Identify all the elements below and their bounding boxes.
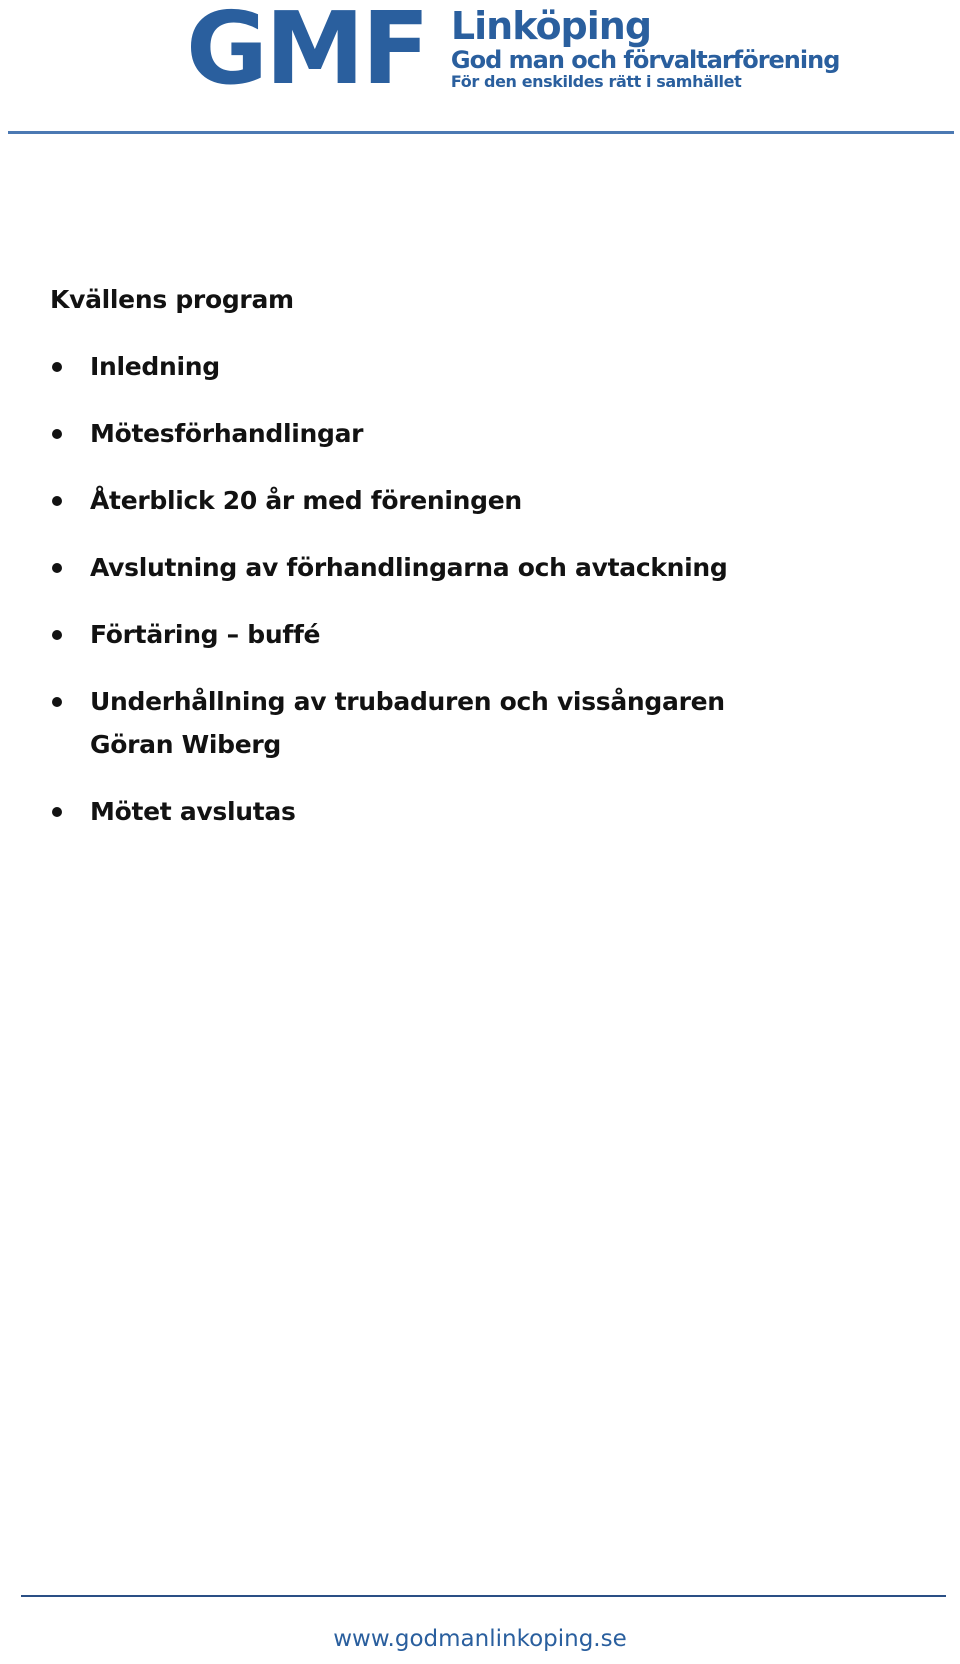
logo-organization: God man och förvaltarförening [450,46,840,74]
program-list [50,345,910,833]
bullet-icon [52,362,62,372]
logo-mark: GMF [186,0,427,107]
program-item-label: Avslutning av förhandlingarna och avtackning [90,553,728,582]
bullet-icon [52,496,62,506]
bullet-icon [52,697,62,707]
program-item-avslutning [50,546,730,589]
logo-tagline: För den enskildes rätt i samhället [450,72,742,91]
program-item-label: Inledning [90,352,220,381]
program-item-label: Underhållning av trubaduren och vissångaren Göran Wiberg [90,687,725,759]
bullet-icon [52,807,62,817]
program-item-motet-avslutas [50,790,730,833]
logo-city: Linköping [450,4,652,48]
program-item-inledning [50,345,730,388]
bullet-icon [52,563,62,573]
header-divider [8,131,954,134]
program-item-motesforhandlingar [50,412,730,455]
gmf-logo [186,0,840,107]
program-item-aterblick [50,479,730,522]
program-item-label: Förtäring – buffé [90,620,321,649]
logo-text [451,6,839,91]
program-item-fortaring [50,613,730,656]
program-item-label: Mötesförhandlingar [90,419,364,448]
bullet-icon [52,429,62,439]
program-section [50,280,910,857]
program-item-underhallning [50,680,730,766]
footer-divider [21,1595,946,1597]
program-item-label: Mötet avslutas [90,797,296,826]
program-item-label: Återblick 20 år med föreningen [90,486,522,515]
bullet-icon [52,630,62,640]
footer-website-link[interactable]: www.godmanlinkoping.se [333,1626,627,1652]
program-title: Kvällens program [50,285,294,314]
